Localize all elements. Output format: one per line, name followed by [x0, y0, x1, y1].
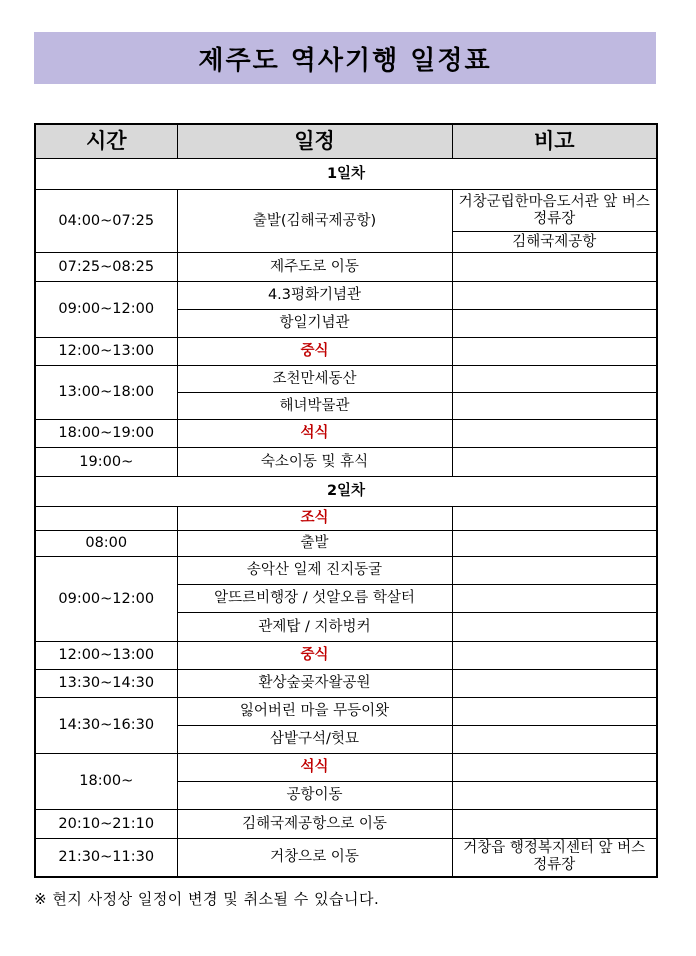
note-cell — [452, 507, 657, 531]
schedule-cell: 제주도로 이동 — [177, 253, 452, 282]
header-schedule: 일정 — [177, 124, 452, 159]
schedule-cell: 출발 — [177, 531, 452, 557]
note-cell: 김해국제공항 — [452, 232, 657, 253]
table-row — [35, 448, 657, 477]
table-row — [35, 253, 657, 282]
table-row — [35, 190, 657, 232]
note-cell — [452, 754, 657, 782]
note-cell — [452, 642, 657, 670]
note-cell — [452, 393, 657, 420]
time-cell: 19:00~ — [35, 448, 177, 477]
day-label-row — [35, 159, 657, 190]
time-cell: 08:00 — [35, 531, 177, 557]
table-row — [35, 366, 657, 393]
schedule-cell: 송악산 일제 진지동굴 — [177, 557, 452, 585]
note-cell — [452, 310, 657, 338]
note-cell — [452, 338, 657, 366]
time-cell: 07:25~08:25 — [35, 253, 177, 282]
note-cell — [452, 557, 657, 585]
table-row — [35, 839, 657, 877]
note-cell — [452, 282, 657, 310]
schedule-cell: 항일기념관 — [177, 310, 452, 338]
note-cell — [452, 420, 657, 448]
schedule-cell: 삼밭구석/헛묘 — [177, 726, 452, 754]
note-cell — [452, 585, 657, 613]
page-title: 제주도 역사기행 일정표 — [198, 45, 492, 76]
header-row — [35, 124, 657, 159]
schedule-cell: 환상숲곶자왈공원 — [177, 670, 452, 698]
note-cell — [452, 698, 657, 726]
schedule-cell: 잃어버린 마을 무등이왓 — [177, 698, 452, 726]
time-cell: 18:00~19:00 — [35, 420, 177, 448]
table-row — [35, 531, 657, 557]
table-row — [35, 338, 657, 366]
header-note: 비고 — [452, 124, 657, 159]
table-row — [35, 810, 657, 839]
day-label: 2일차 — [35, 477, 657, 507]
schedule-cell: 조천만세동산 — [177, 366, 452, 393]
meal-cell: 석식 — [177, 420, 452, 448]
table-row — [35, 642, 657, 670]
note-cell — [452, 366, 657, 393]
table-row — [35, 507, 657, 531]
schedule-cell: 공항이동 — [177, 782, 452, 810]
table-row — [35, 698, 657, 726]
meal-cell: 중식 — [177, 642, 452, 670]
table-row — [35, 282, 657, 310]
time-cell — [35, 507, 177, 531]
table-row — [35, 670, 657, 698]
table-row — [35, 420, 657, 448]
note-cell — [452, 670, 657, 698]
day-label: 1일차 — [35, 159, 657, 190]
day-label-row — [35, 477, 657, 507]
table-row — [35, 754, 657, 782]
note-cell — [452, 448, 657, 477]
time-cell: 13:30~14:30 — [35, 670, 177, 698]
time-cell: 04:00~07:25 — [35, 190, 177, 253]
time-cell: 09:00~12:00 — [35, 557, 177, 642]
schedule-cell: 거창으로 이동 — [177, 839, 452, 877]
note-cell — [452, 531, 657, 557]
meal-cell: 중식 — [177, 338, 452, 366]
meal-cell: 석식 — [177, 754, 452, 782]
time-cell: 20:10~21:10 — [35, 810, 177, 839]
note-cell — [452, 613, 657, 642]
schedule-cell: 관제탑 / 지하벙커 — [177, 613, 452, 642]
time-cell: 14:30~16:30 — [35, 698, 177, 754]
meal-cell: 조식 — [177, 507, 452, 531]
schedule-cell: 알뜨르비행장 / 섯알오름 학살터 — [177, 585, 452, 613]
table-row — [35, 557, 657, 585]
schedule-table — [34, 123, 658, 878]
note-cell — [452, 782, 657, 810]
time-cell: 12:00~13:00 — [35, 642, 177, 670]
time-cell: 13:00~18:00 — [35, 366, 177, 420]
time-cell: 12:00~13:00 — [35, 338, 177, 366]
note-cell: 거창군립한마음도서관 앞 버스정류장 — [452, 190, 657, 232]
schedule-cell: 김해국제공항으로 이동 — [177, 810, 452, 839]
note-cell — [452, 726, 657, 754]
title-banner — [34, 32, 656, 84]
note-cell — [452, 253, 657, 282]
time-cell: 21:30~11:30 — [35, 839, 177, 877]
note-cell — [452, 810, 657, 839]
header-time: 시간 — [35, 124, 177, 159]
schedule-cell: 출발(김해국제공항) — [177, 190, 452, 253]
note-cell: 거창읍 행정복지센터 앞 버스정류장 — [452, 839, 657, 877]
time-cell: 09:00~12:00 — [35, 282, 177, 338]
schedule-cell: 해녀박물관 — [177, 393, 452, 420]
schedule-cell: 숙소이동 및 휴식 — [177, 448, 452, 477]
time-cell: 18:00~ — [35, 754, 177, 810]
footer-notice: ※ 현지 사정상 일정이 변경 및 취소될 수 있습니다. — [34, 890, 380, 908]
schedule-cell: 4.3평화기념관 — [177, 282, 452, 310]
